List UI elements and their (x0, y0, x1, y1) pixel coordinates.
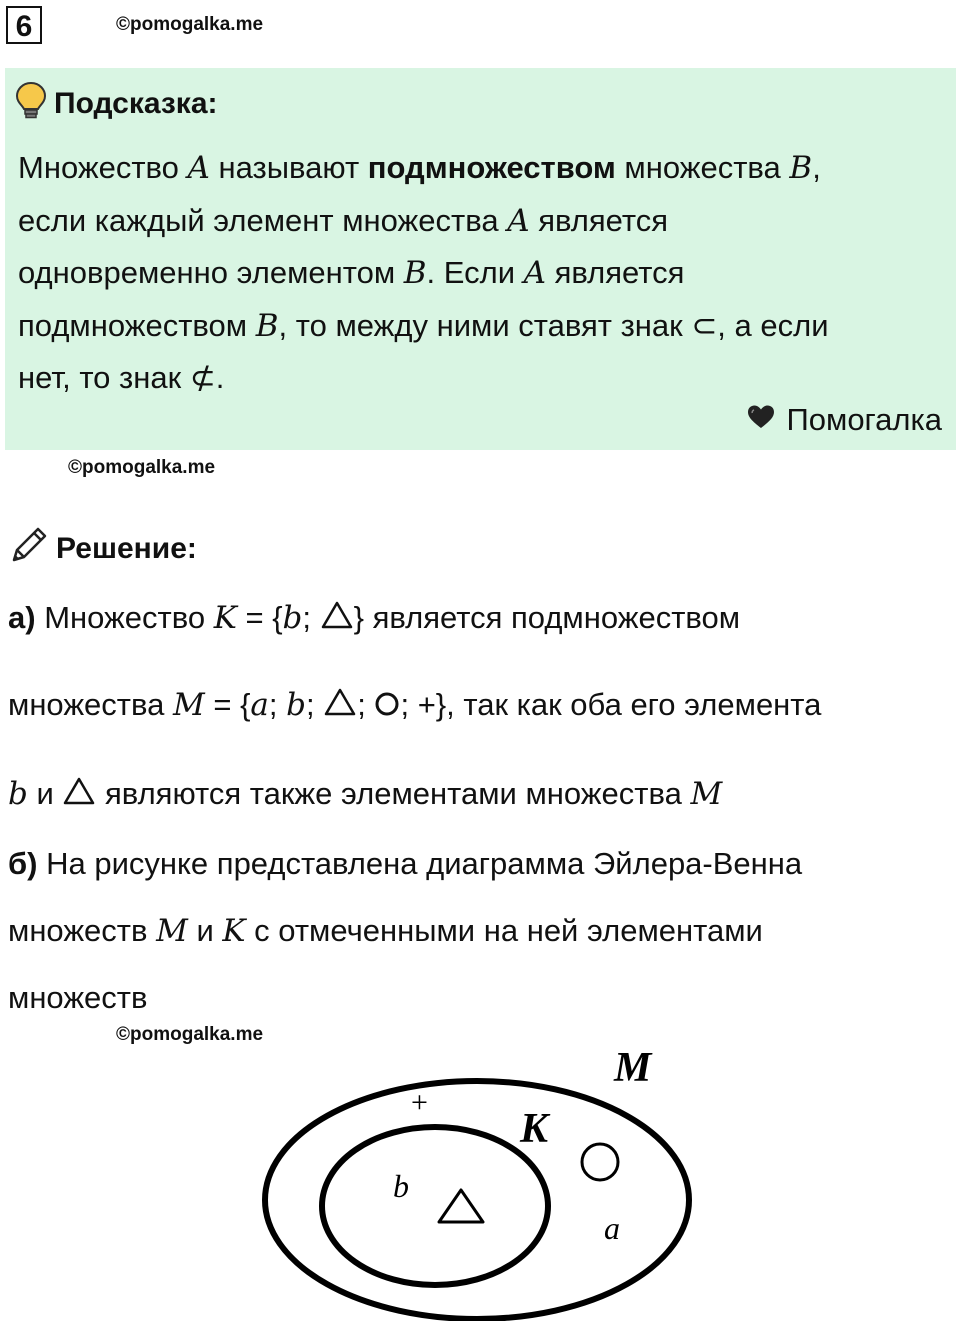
hint-line-5: нет, то знак ⊄. (18, 360, 225, 395)
triangle-icon (323, 687, 357, 725)
solution-b-line-3: множеств (8, 980, 148, 1015)
solution-a-line-2: множества M = {a; b; ; ; +}, так как оба его элемента (8, 687, 822, 723)
circle-icon (374, 689, 400, 725)
label-m: M (614, 1045, 652, 1091)
label-k: K (520, 1106, 549, 1152)
element-circle (582, 1144, 618, 1180)
brand (746, 402, 942, 438)
task-number: 6 (6, 6, 42, 44)
hint-line-1: Множество A называют подмножеством множества B, (18, 150, 821, 186)
element-b: b (393, 1168, 409, 1204)
watermark: ©pomogalka.me (116, 14, 264, 35)
watermark: ©pomogalka.me (68, 457, 216, 478)
hint-title-text: Подсказка: (54, 87, 218, 120)
watermark: ©pomogalka.me (116, 1024, 264, 1045)
euler-venn-diagram (0, 1040, 960, 1321)
pencil-icon (8, 524, 50, 574)
set-m-ellipse (265, 1081, 689, 1319)
solution-b-line-2: множеств M и K с отмеченными на ней элементами (8, 913, 763, 949)
solution-a-line-1: а) Множество K = {b; } является подмножеством (8, 600, 741, 636)
set-k-ellipse (322, 1127, 548, 1285)
triangle-icon (320, 600, 354, 638)
hint-title (14, 80, 218, 128)
solution-title (8, 524, 197, 574)
solution-a-line-3: b и являются также элементами множества M (8, 776, 723, 812)
solution-b-line-1: б) На рисунке представлена диаграмма Эйлера-Венна (8, 846, 803, 881)
heart-icon (746, 402, 776, 438)
element-triangle (439, 1190, 483, 1222)
lightbulb-icon (14, 80, 48, 128)
hint-line-4: подмножеством B, то между ними ставят знак ⊂, а если (18, 307, 829, 344)
element-plus: + (411, 1086, 428, 1119)
element-a: a (604, 1210, 620, 1246)
hint-text (18, 142, 938, 404)
brand-text: Помогалка (786, 402, 942, 437)
triangle-icon (62, 776, 96, 814)
hint-line-3: одновременно элементом B. Если A является (18, 255, 685, 291)
hint-line-2: если каждый элемент множества A является (18, 202, 668, 239)
solution-title-text: Решение: (56, 532, 197, 565)
